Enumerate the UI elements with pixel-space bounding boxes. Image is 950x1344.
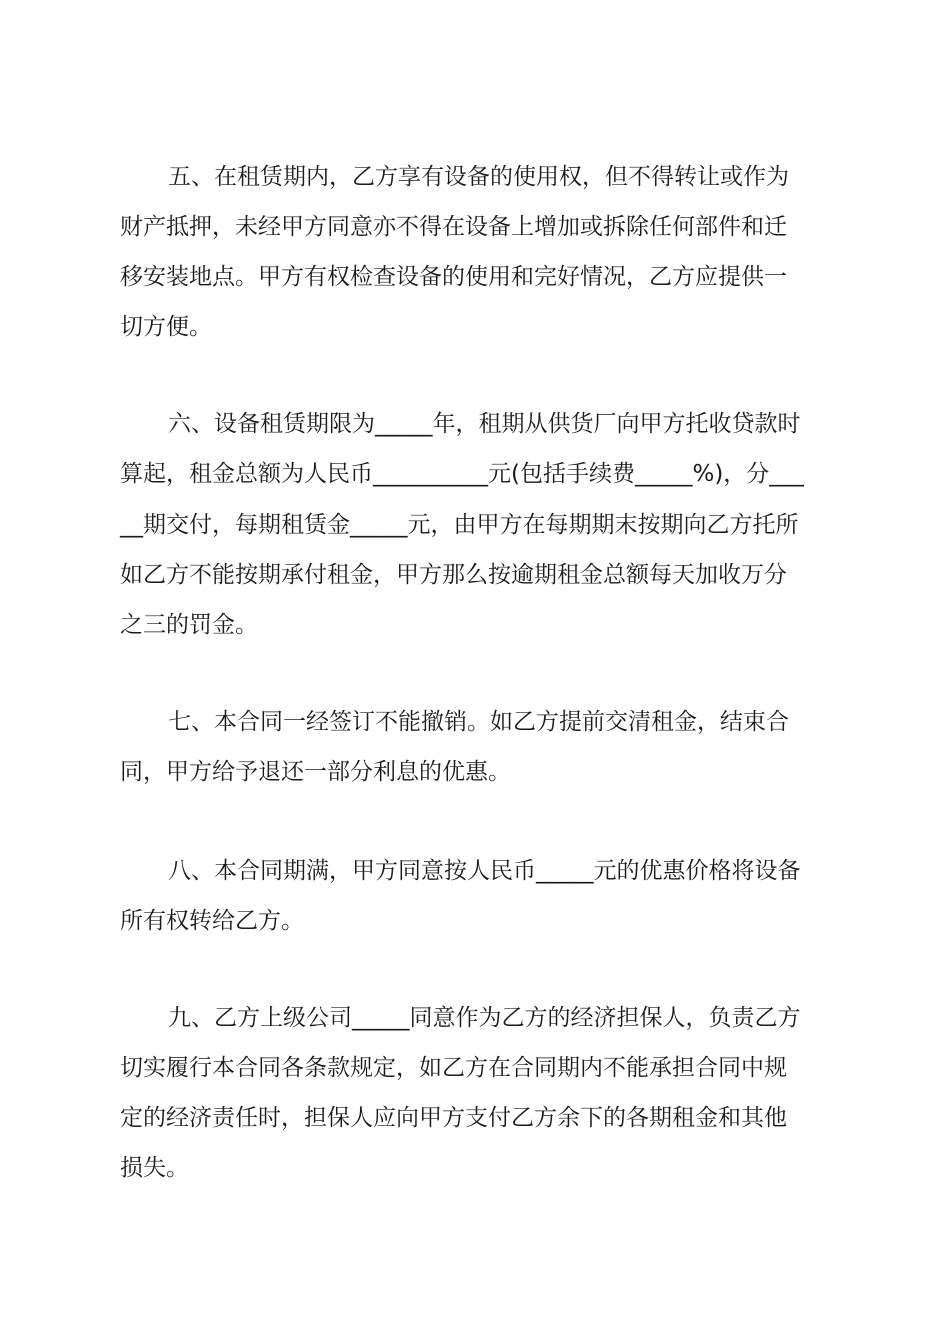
clause-9-line-3: 定的经济责任时，担保人应向甲方支付乙方余下的各期租金和其他 — [120, 1105, 787, 1131]
clause-6-line-5: 之三的罚金。 — [120, 612, 258, 638]
clause-5-line-2: 财产抵押，未经甲方同意亦不得在设备上增加或拆除任何部件和迁 — [120, 214, 787, 240]
clause-8-line-1: 八、本合同期满，甲方同意按人民币_____元的优惠价格将设备 — [168, 858, 801, 884]
clause-7-line-2: 同，甲方给予退还一部分利息的优惠。 — [120, 759, 511, 785]
clause-5-line-4: 切方便。 — [120, 314, 212, 340]
clause-6-line-1: 六、设备租赁期限为_____年，租期从供货厂向甲方托收贷款时 — [168, 411, 801, 437]
clause-9-line-2: 切实履行本合同各条款规定，如乙方在合同期内不能承担合同中规 — [120, 1055, 787, 1081]
clause-9-line-4: 损失。 — [120, 1155, 189, 1181]
clause-9-line-1: 九、乙方上级公司_____同意作为乙方的经济担保人，负责乙方 — [168, 1005, 801, 1031]
clause-7-line-1: 七、本合同一经签订不能撤销。如乙方提前交清租金，结束合 — [168, 709, 789, 735]
clause-5-line-3: 移安装地点。甲方有权检查设备的使用和完好情况，乙方应提供一 — [120, 264, 787, 290]
clause-6-line-4: 如乙方不能按期承付租金，甲方那么按逾期租金总额每天加收万分 — [120, 562, 787, 588]
clause-5-line-1: 五、在租赁期内，乙方享有设备的使用权，但不得转让或作为 — [168, 164, 789, 190]
clause-8-line-2: 所有权转给乙方。 — [120, 908, 304, 934]
clause-6-line-2: 算起，租金总额为人民币__________元(包括手续费_____%)，分___ — [120, 461, 804, 487]
clause-6-line-3: __期交付，每期租赁金_____元，由甲方在每期期末按期向乙方托所 — [120, 512, 799, 538]
